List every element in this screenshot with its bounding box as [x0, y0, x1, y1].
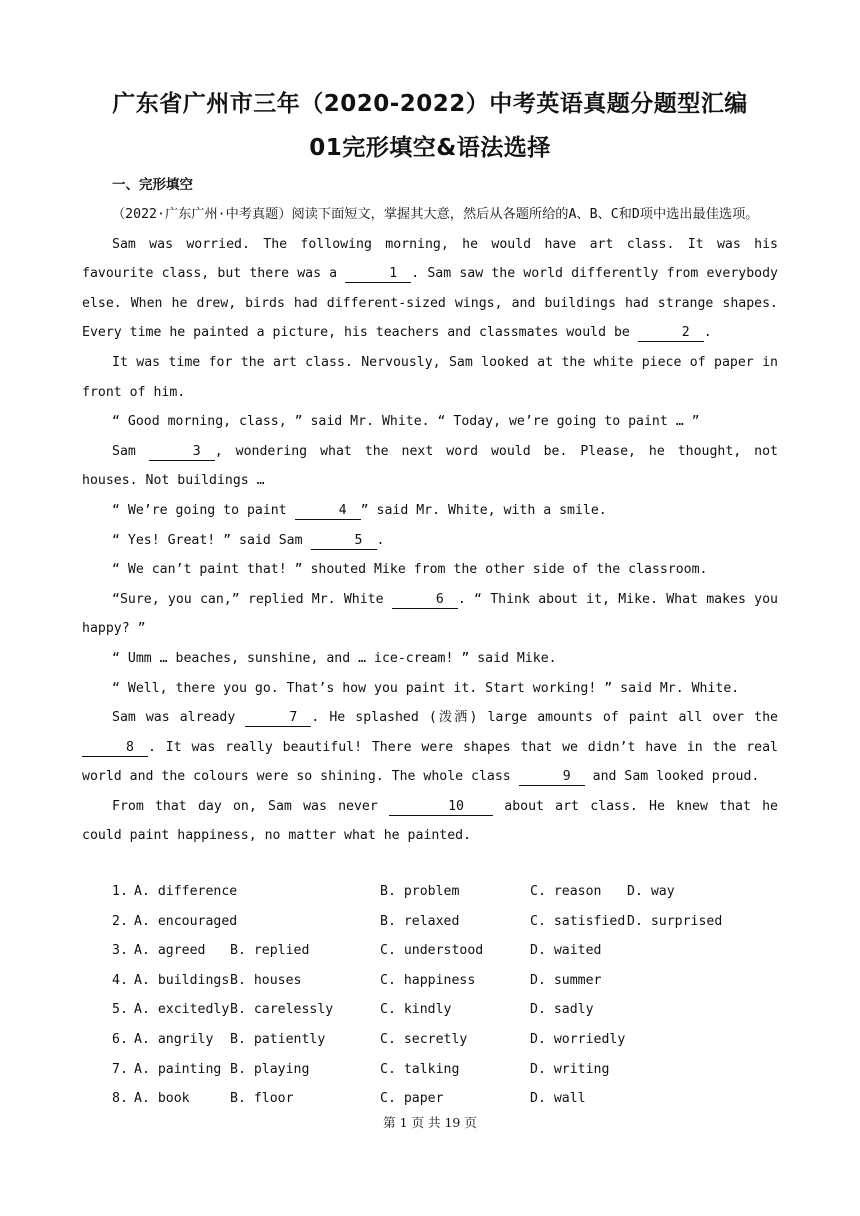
option-row	[112, 966, 792, 996]
text: Sam was worried. The following morning, he would have art class. It was his favourite class, but there was a	[82, 236, 778, 282]
paragraph-7: “ We can’t paint that! ” shouted Mike from the other side of the classroom.	[112, 562, 708, 578]
option-b: B. carelessly	[230, 1002, 334, 1018]
paragraph-10: “ Well, there you go. That’s how you paint it. Start working! ” said Mr. White.	[112, 680, 740, 696]
option-a: A. excitedly	[134, 1002, 230, 1018]
blank-9: 9	[519, 769, 585, 786]
paragraph-3: “ Good morning, class, ” said Mr. White. “ Today, we’re going to paint … ”	[112, 414, 700, 430]
intro-paragraph: （2022·广东广州·中考真题）阅读下面短文，掌握其大意，然后从各题所给的A、B、C和D项中选出最佳选项。	[112, 207, 759, 222]
text: Sam was already	[112, 710, 246, 726]
option-a: A. difference	[134, 884, 238, 899]
text: .	[703, 325, 712, 341]
question-number: 8.	[112, 1091, 128, 1107]
option-a: A. book	[134, 1091, 190, 1107]
page-footer: 第 1 页 共 19 页	[383, 1115, 477, 1130]
option-c: C. reason	[530, 884, 602, 899]
option-a: A. encouraged	[134, 913, 238, 929]
paragraph-11	[82, 703, 778, 792]
option-d: D. way	[627, 884, 675, 899]
text: From that day on, Sam was never	[112, 798, 390, 814]
option-row	[112, 1084, 792, 1114]
question-number: 6.	[112, 1031, 128, 1047]
blank-10: 10	[389, 799, 493, 816]
option-c: C. understood	[380, 943, 484, 959]
option-row	[112, 1055, 792, 1085]
option-c: C. secretly	[380, 1031, 468, 1047]
option-d: D. summer	[530, 972, 602, 988]
option-a: A. angrily	[134, 1031, 214, 1047]
text: “ We’re going to paint	[112, 502, 295, 518]
passage	[82, 200, 778, 851]
text: “ Yes! Great! ” said Sam	[112, 532, 311, 548]
text: , wondering what the next word would be. Please, he thought, not houses. Not buildings …	[82, 443, 778, 489]
text: . Sam saw the world differently from everybody else. When he drew, birds had different-sized wings, and buildings had strange shapes. Every time he painted a picture, his teachers and classmates would be	[82, 266, 778, 341]
text: . “ Think about it, Mike. What makes you happy? ”	[82, 591, 778, 637]
text: ” said Mr. White, with a smile.	[360, 502, 607, 518]
paragraph-1	[82, 230, 778, 348]
paragraph-2: It was time for the art class. Nervously, Sam looked at the white piece of paper in front of him.	[82, 354, 778, 400]
document-title: 广东省广州市三年（2020-2022）中考英语真题分题型汇编	[112, 91, 748, 117]
blank-8: 8	[82, 740, 148, 757]
paragraph-5	[82, 496, 778, 526]
option-d: D. writing	[530, 1061, 610, 1077]
option-b: B. relaxed	[380, 913, 460, 929]
paragraph-6	[82, 526, 778, 556]
text: “Sure, you can,” replied Mr. White	[112, 591, 392, 607]
option-row	[112, 1025, 792, 1055]
option-c: C. paper	[380, 1091, 444, 1107]
text: about art class. He knew that he could paint happiness, no matter what he painted.	[82, 798, 778, 844]
text: .	[376, 532, 385, 548]
option-a: A. painting	[134, 1061, 222, 1077]
text: . He splashed (泼洒) large amounts of paint all over the	[311, 710, 778, 726]
option-b: B. floor	[230, 1091, 294, 1107]
option-a: A. buildings	[134, 972, 230, 988]
option-d: D. surprised	[627, 913, 723, 929]
text: and Sam looked proud.	[584, 769, 760, 785]
option-d: D. waited	[530, 943, 602, 959]
question-number: 4.	[112, 972, 128, 988]
option-c: C. happiness	[380, 972, 476, 988]
blank-7: 7	[245, 710, 311, 727]
blank-6: 6	[392, 592, 458, 609]
option-row	[112, 907, 792, 937]
section-heading: 一、完形填空	[112, 177, 193, 193]
option-row	[112, 936, 792, 966]
options-list	[112, 877, 792, 1114]
paragraph-12	[82, 792, 778, 851]
question-number: 3.	[112, 943, 128, 959]
blank-5: 5	[311, 533, 377, 550]
option-b: B. problem	[380, 884, 460, 899]
option-c: C. talking	[380, 1061, 460, 1077]
option-row	[112, 995, 792, 1025]
question-number: 7.	[112, 1061, 128, 1077]
question-number: 2.	[112, 913, 128, 929]
question-number: 5.	[112, 1002, 128, 1018]
option-b: B. patiently	[230, 1031, 326, 1047]
option-d: D. sadly	[530, 1002, 594, 1018]
document-subtitle: 01完形填空&语法选择	[309, 135, 551, 161]
option-row	[112, 877, 792, 907]
option-b: B. replied	[230, 943, 310, 959]
blank-2: 2	[638, 325, 704, 342]
paragraph-8	[82, 585, 778, 644]
text: . It was really beautiful! There were shapes that we didn’t have in the real world and the colours were so shining. The whole class	[82, 739, 778, 785]
option-a: A. agreed	[134, 943, 206, 959]
text: Sam	[112, 443, 149, 459]
question-number: 1.	[112, 884, 128, 899]
option-c: C. kindly	[380, 1002, 452, 1018]
blank-4: 4	[295, 503, 361, 520]
option-c: C. satisfied	[530, 913, 626, 929]
paragraph-4	[82, 437, 778, 496]
option-b: B. houses	[230, 972, 302, 988]
blank-1: 1	[345, 266, 411, 283]
blank-3: 3	[149, 444, 215, 461]
option-d: D. wall	[530, 1091, 586, 1107]
option-b: B. playing	[230, 1061, 310, 1077]
option-d: D. worriedly	[530, 1031, 626, 1047]
paragraph-9: “ Umm … beaches, sunshine, and … ice-cream! ” said Mike.	[112, 650, 557, 666]
